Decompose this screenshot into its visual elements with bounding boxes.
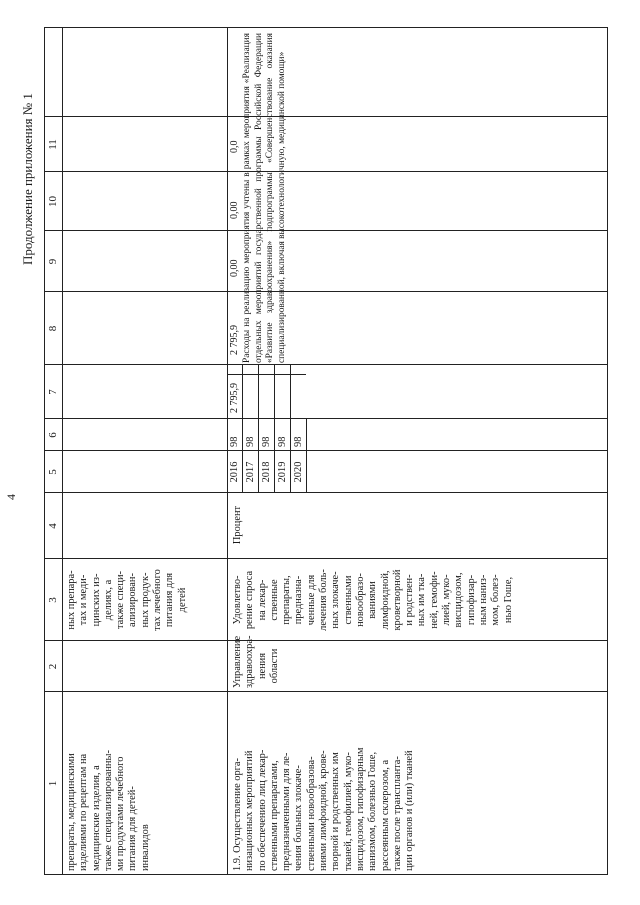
prev-row-name: препараты, медицинскими изделиями по рецептам на медицинские изделия, а также специализированны- ми продуктами лечебного питания для детей- инвалидов bbox=[66, 750, 151, 871]
year-cell: 2019 bbox=[277, 461, 288, 483]
col-header-10: 10 bbox=[47, 196, 59, 207]
row-1-9-result: Удовлетво- рение спроса на лекар- ственные препараты, предназна- ченные для лечения боль- ных злокаче- ственными новообразо- ваниями лимфоидной, кроветворной и родствен- ных им тка- ней, гемофи- лией, муко- висцидозом, гипофизар- ным наниз- мом, болез- нью Гоше, bbox=[232, 569, 514, 631]
funding-note: Расходы на реализацию мероприятия учтены в рамках мероприятия «Реализация отдельных мероприятий государственной программы Российской Федерации «Развитие здравоохранения» подпрограммы «Совершенствование оказания специализированной, включая высокотехнологичную, медицинской помощи» bbox=[242, 33, 287, 363]
col7-amount: 2 795,9 bbox=[229, 383, 240, 413]
percent-cell: 98 bbox=[261, 436, 272, 447]
appendix-table bbox=[44, 27, 608, 875]
percent-cell: 98 bbox=[245, 436, 256, 447]
year-cell: 2017 bbox=[245, 461, 256, 483]
col-header-8: 8 bbox=[47, 325, 59, 332]
percent-cell: 98 bbox=[293, 436, 304, 447]
row-1-9-unit: Процент bbox=[232, 505, 243, 545]
col-header-3: 3 bbox=[47, 597, 59, 603]
year-cell: 2018 bbox=[261, 461, 272, 483]
col-header-7: 7 bbox=[47, 389, 59, 395]
col8-amount: 2 795,9 bbox=[229, 325, 240, 355]
year-cell: 2020 bbox=[293, 461, 304, 483]
col10-amount: 0,00 bbox=[229, 201, 240, 219]
col-header-9: 9 bbox=[47, 258, 59, 265]
percent-cell: 98 bbox=[229, 436, 240, 447]
col11-amount: 0,0 bbox=[229, 140, 240, 153]
prev-row-result: ных препара- тах и меди- цинских из- делиях, а также специ- ализирован- ных продук- тах лечебного питания для детей bbox=[66, 569, 188, 631]
col-header-11: 11 bbox=[47, 139, 59, 150]
row-1-9-name: 1.9. Осуществление орга- низационных мероприятий по обеспечению лиц лекар- ственными препаратами, предназначенными для ле- чения больных злокаче- ственными новообразова- ниями лимфоидной, крове- творной и родственных им тканей, гемофилией, муко- висцидозом, гипофизарным нанизмом, болезнью Гоше, рассеянным склерозом, а также после трансплантa- ции органов и (или) тканей bbox=[232, 747, 416, 871]
col-header-4: 4 bbox=[47, 523, 59, 529]
col-header-6: 6 bbox=[47, 432, 59, 438]
col-header-1: 1 bbox=[47, 780, 59, 787]
percent-cell: 98 bbox=[277, 436, 288, 447]
continuation-title: Продолжение приложения № 1 bbox=[20, 93, 35, 265]
col-header-2: 2 bbox=[47, 663, 59, 670]
col9-amount: 0,00 bbox=[229, 259, 240, 277]
col-header-5: 5 bbox=[47, 469, 59, 475]
row-1-9-executor: Управление здравоохра- нения области bbox=[232, 635, 280, 688]
page-number: 4 bbox=[4, 494, 18, 500]
year-cell: 2016 bbox=[229, 461, 240, 483]
